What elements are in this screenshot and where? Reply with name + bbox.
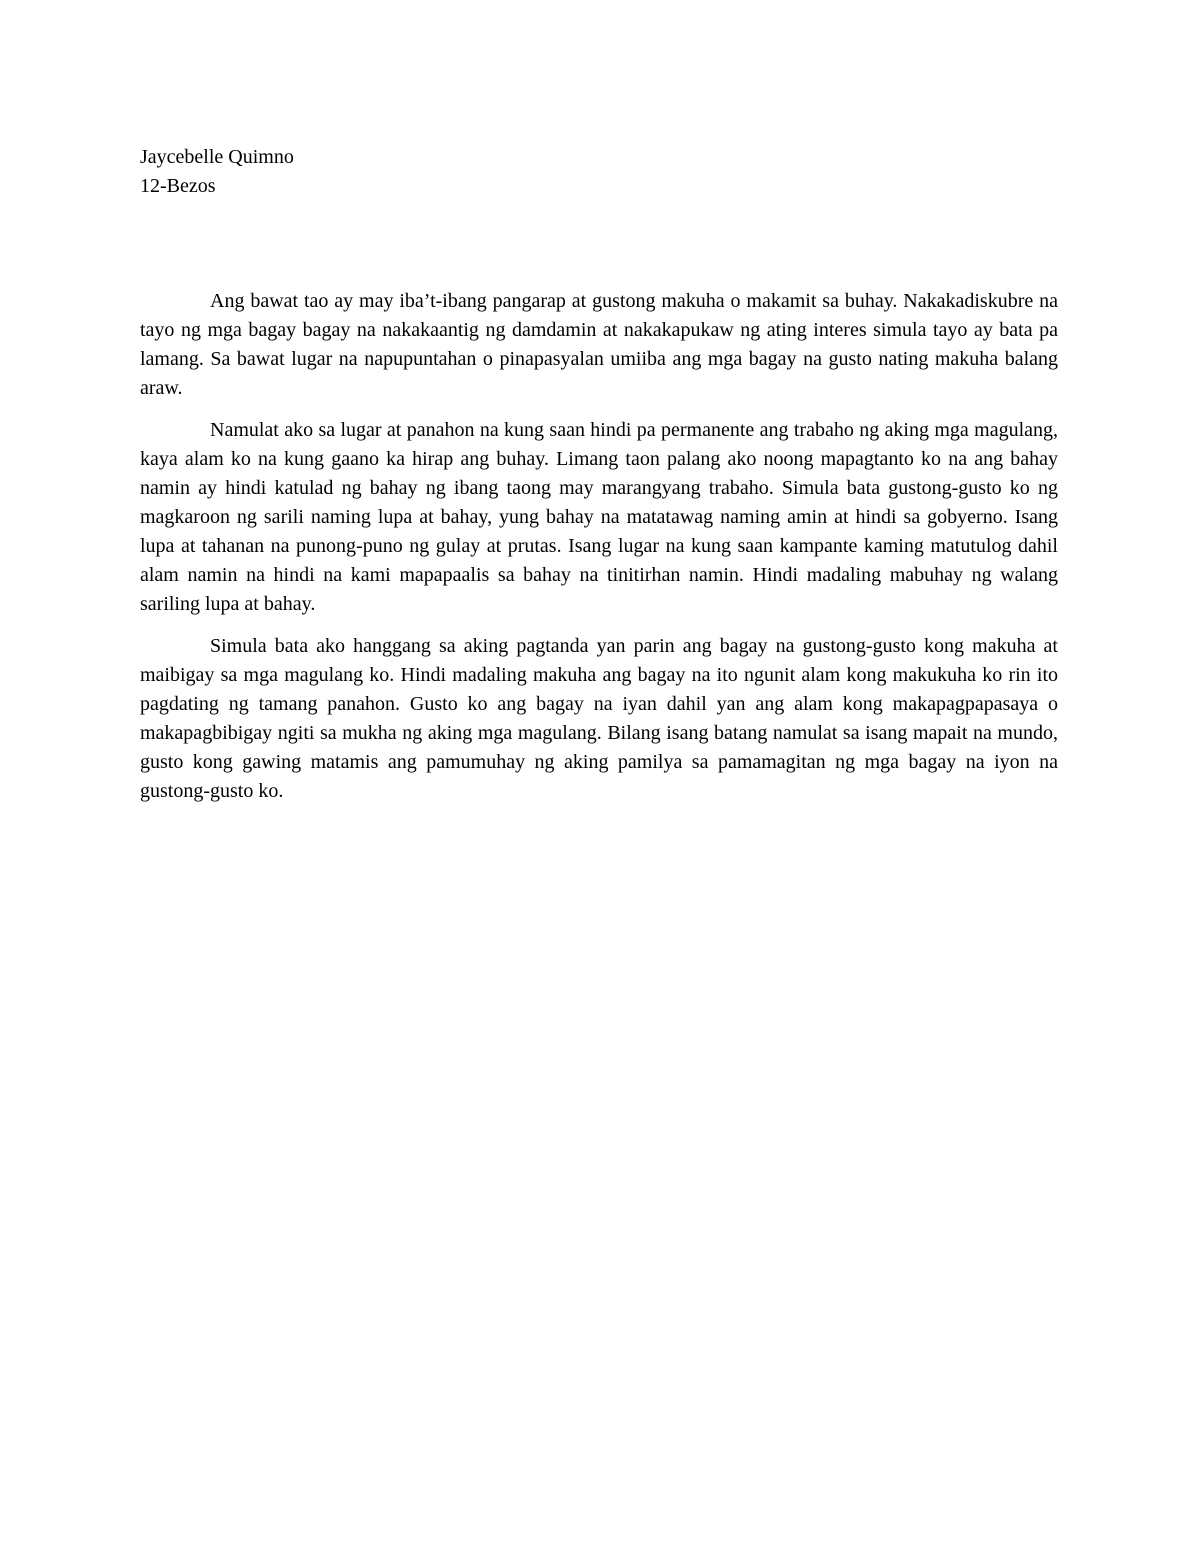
essay-paragraph: Simula bata ako hanggang sa aking pagtanda yan parin ang bagay na gustong-gusto kong makuha at maibigay sa mga magulang ko. Hindi madaling makuha ang bagay na ito ngunit alam kong makukuha ko rin ito pagdating ng tamang panahon. Gusto ko ang bagay na iyan dahil yan ang alam kong makapagpapasaya o makapagbibigay ngiti sa mukha ng aking mga magulang. Bilang isang batang namulat sa isang mapait na mundo, gusto kong gawing matamis ang pamumuhay ng aking pamilya sa pamamagitan ng mga bagay na iyon na gustong-gusto ko. — [140, 635, 1058, 802]
essay-body — [140, 287, 1058, 819]
essay-paragraph: Ang bawat tao ay may iba’t-ibang pangarap at gustong makuha o makamit sa buhay. Nakakadiskubre na tayo ng mga bagay bagay na nakakaantig ng damdamin at nakakapukaw ng ating interes simula tayo ay bata pa lamang. Sa bawat lugar na napupuntahan o pinapasyalan umiiba ang mga bagay na gusto nating makuha balang araw. — [140, 290, 1058, 399]
document-header — [140, 143, 740, 201]
class-section: 12-Bezos — [140, 175, 216, 197]
essay-paragraph: Namulat ako sa lugar at panahon na kung saan hindi pa permanente ang trabaho ng aking mga magulang, kaya alam ko na kung gaano ka hirap ang buhay. Limang taon palang ako noong mapagtanto ko na ang bahay namin ay hindi katulad ng bahay ng ibang taong may marangyang trabaho. Simula bata gustong-gusto ko ng magkaroon ng sarili naming lupa at bahay, yung bahay na matatawag naming amin at hindi sa gobyerno. Isang lupa at tahanan na punong-puno ng gulay at prutas. Isang lugar na kung saan kampante kaming matutulog dahil alam namin na hindi na kami mapapaalis sa bahay na tinitirhan namin. Hindi madaling mabuhay ng walang sariling lupa at bahay. — [140, 419, 1058, 615]
author-name: Jaycebelle Quimno — [140, 146, 294, 168]
